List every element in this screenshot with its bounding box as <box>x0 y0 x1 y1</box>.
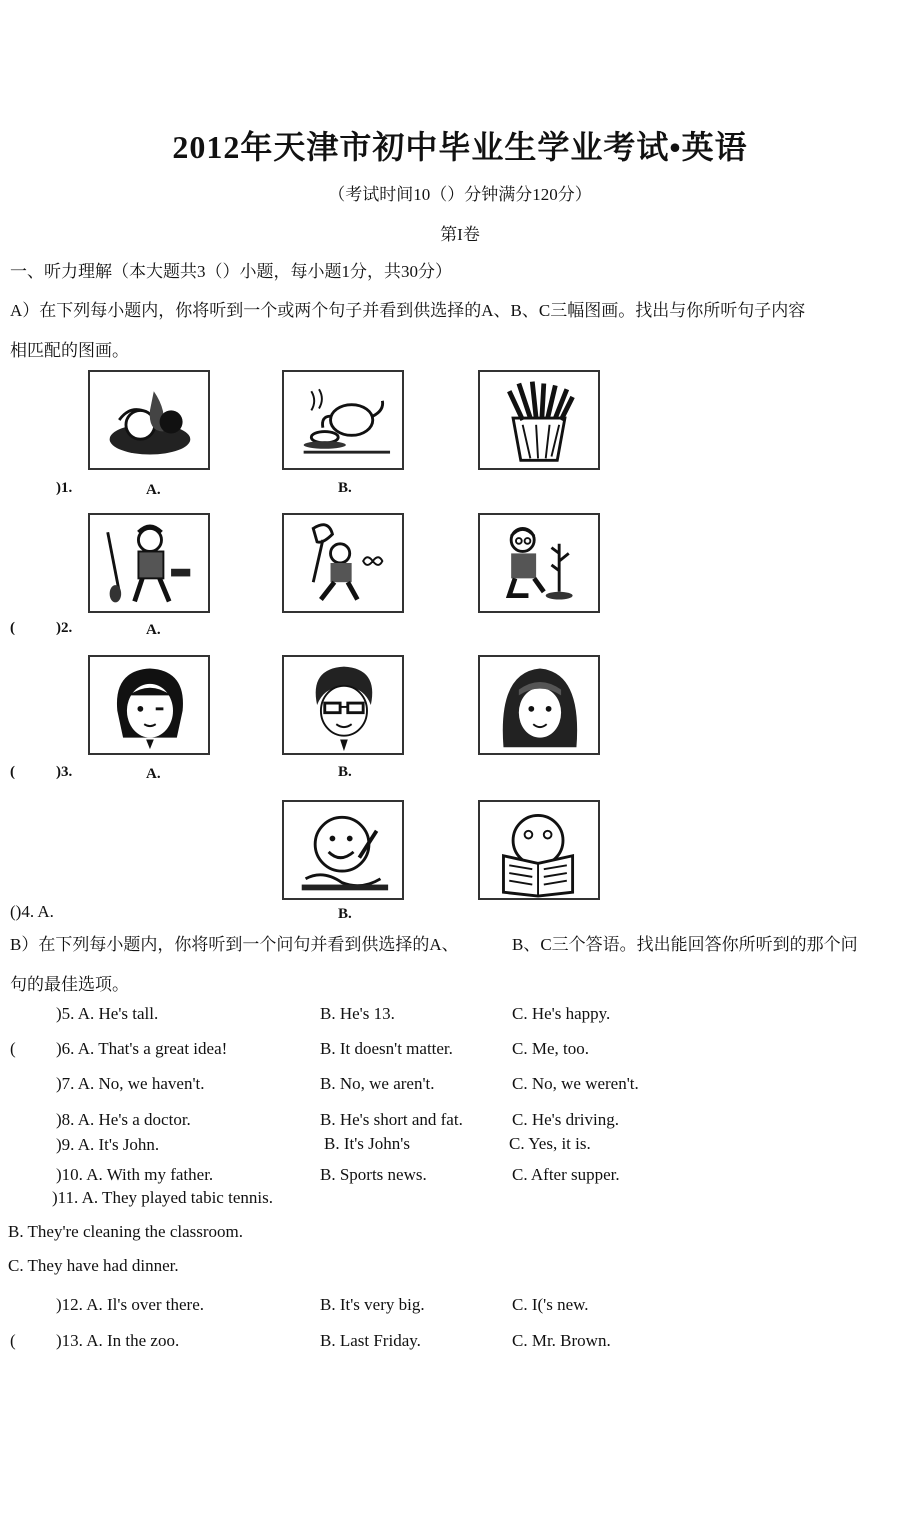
exam-subtitle: （考试时间10（）分钟满分120分） <box>328 185 592 204</box>
q3-option-a: A. <box>146 766 161 782</box>
q8-option-b: B. He's short and fat. <box>320 1110 463 1129</box>
q8-option-c: C. He's driving. <box>512 1110 619 1129</box>
q13-option-c: C. Mr. Brown. <box>512 1331 611 1350</box>
q6-option-b: B. It doesn't matter. <box>320 1039 453 1058</box>
q1-number: )1. <box>56 480 73 496</box>
q7-option-b: B. No, we aren't. <box>320 1074 435 1093</box>
fruit-bowl-icon <box>88 370 210 470</box>
boy-planting-tree-icon <box>478 513 600 613</box>
q9-option-c: C. Yes, it is. <box>509 1134 591 1153</box>
q10-option-c: C. After supper. <box>512 1165 620 1184</box>
q6-paren: ( <box>10 1039 16 1058</box>
q4-number-option-a: ()4. A. <box>10 902 54 921</box>
q13-paren: ( <box>10 1331 16 1350</box>
q7-option-c: C. No, we weren't. <box>512 1074 639 1093</box>
q11-option-c: C. They have had dinner. <box>8 1256 179 1275</box>
girl-short-hair-icon <box>88 655 210 755</box>
q6-question: )6. A. That's a great idea! <box>56 1039 228 1058</box>
q2-paren: ( <box>10 620 15 636</box>
q9-option-b: B. It's John's <box>324 1134 410 1153</box>
part-a-instruction: A）在下列每小题内，你将听到一个或两个句子并看到供选择的A、B、C三幅图画。找出与你所听句子内容 <box>10 301 806 320</box>
q5-question: )5. A. He's tall. <box>56 1004 159 1023</box>
q10-option-b: B. Sports news. <box>320 1165 427 1184</box>
q12-option-b: B. It's very big. <box>320 1295 425 1314</box>
q1-option-b: B. <box>338 480 352 496</box>
q8-question: )8. A. He's a doctor. <box>56 1110 191 1129</box>
q6-option-c: C. Me, too. <box>512 1039 589 1058</box>
boy-glasses-icon <box>282 655 404 755</box>
section-heading: 一、听力理解（本大题共3（）小题，每小题1分，共30分） <box>10 262 452 281</box>
part-b-instruction-cont: 句的最佳选项。 <box>10 975 129 994</box>
q13-option-b: B. Last Friday. <box>320 1331 421 1350</box>
q3-number: )3. <box>56 764 73 780</box>
q7-question: )7. A. No, we haven't. <box>56 1074 205 1093</box>
q12-option-c: C. I('s new. <box>512 1295 589 1314</box>
q9-question: )9. A. It's John. <box>56 1135 160 1154</box>
q5-option-b: B. He's 13. <box>320 1004 395 1023</box>
q2-number: )2. <box>56 620 73 636</box>
part-b-instruction: B）在下列每小题内，你将听到一个问句并看到供选择的A、 <box>10 935 459 954</box>
q4-option-b: B. <box>338 906 352 922</box>
q13-question: )13. A. In the zoo. <box>56 1331 180 1350</box>
q2-option-a: A. <box>146 622 161 638</box>
q12-question: )12. A. Il's over there. <box>56 1295 204 1314</box>
volume-label: 第I卷 <box>440 225 480 244</box>
exam-title: 2012年天津市初中毕业生学业考试•英语 <box>172 129 748 165</box>
boy-catching-butterflies-icon <box>282 513 404 613</box>
french-fries-icon <box>478 370 600 470</box>
q3-paren: ( <box>10 764 15 780</box>
girl-long-hair-icon <box>478 655 600 755</box>
q3-option-b: B. <box>338 764 352 780</box>
boy-fishing-icon <box>88 513 210 613</box>
teapot-icon <box>282 370 404 470</box>
q11-option-b: B. They're cleaning the classroom. <box>8 1222 244 1241</box>
part-b-instruction-right: B、C三个答语。找出能回答你所听到的那个问 <box>512 935 858 954</box>
face-drawing-icon <box>282 800 404 900</box>
part-a-instruction-cont: 相匹配的图画。 <box>10 341 129 360</box>
q5-option-c: C. He's happy. <box>512 1004 611 1023</box>
face-reading-book-icon <box>478 800 600 900</box>
q10-question: )10. A. With my father. <box>56 1165 214 1184</box>
q1-option-a: A. <box>146 482 161 498</box>
q11-question: )11. A. They played tabic tennis. <box>52 1188 273 1207</box>
